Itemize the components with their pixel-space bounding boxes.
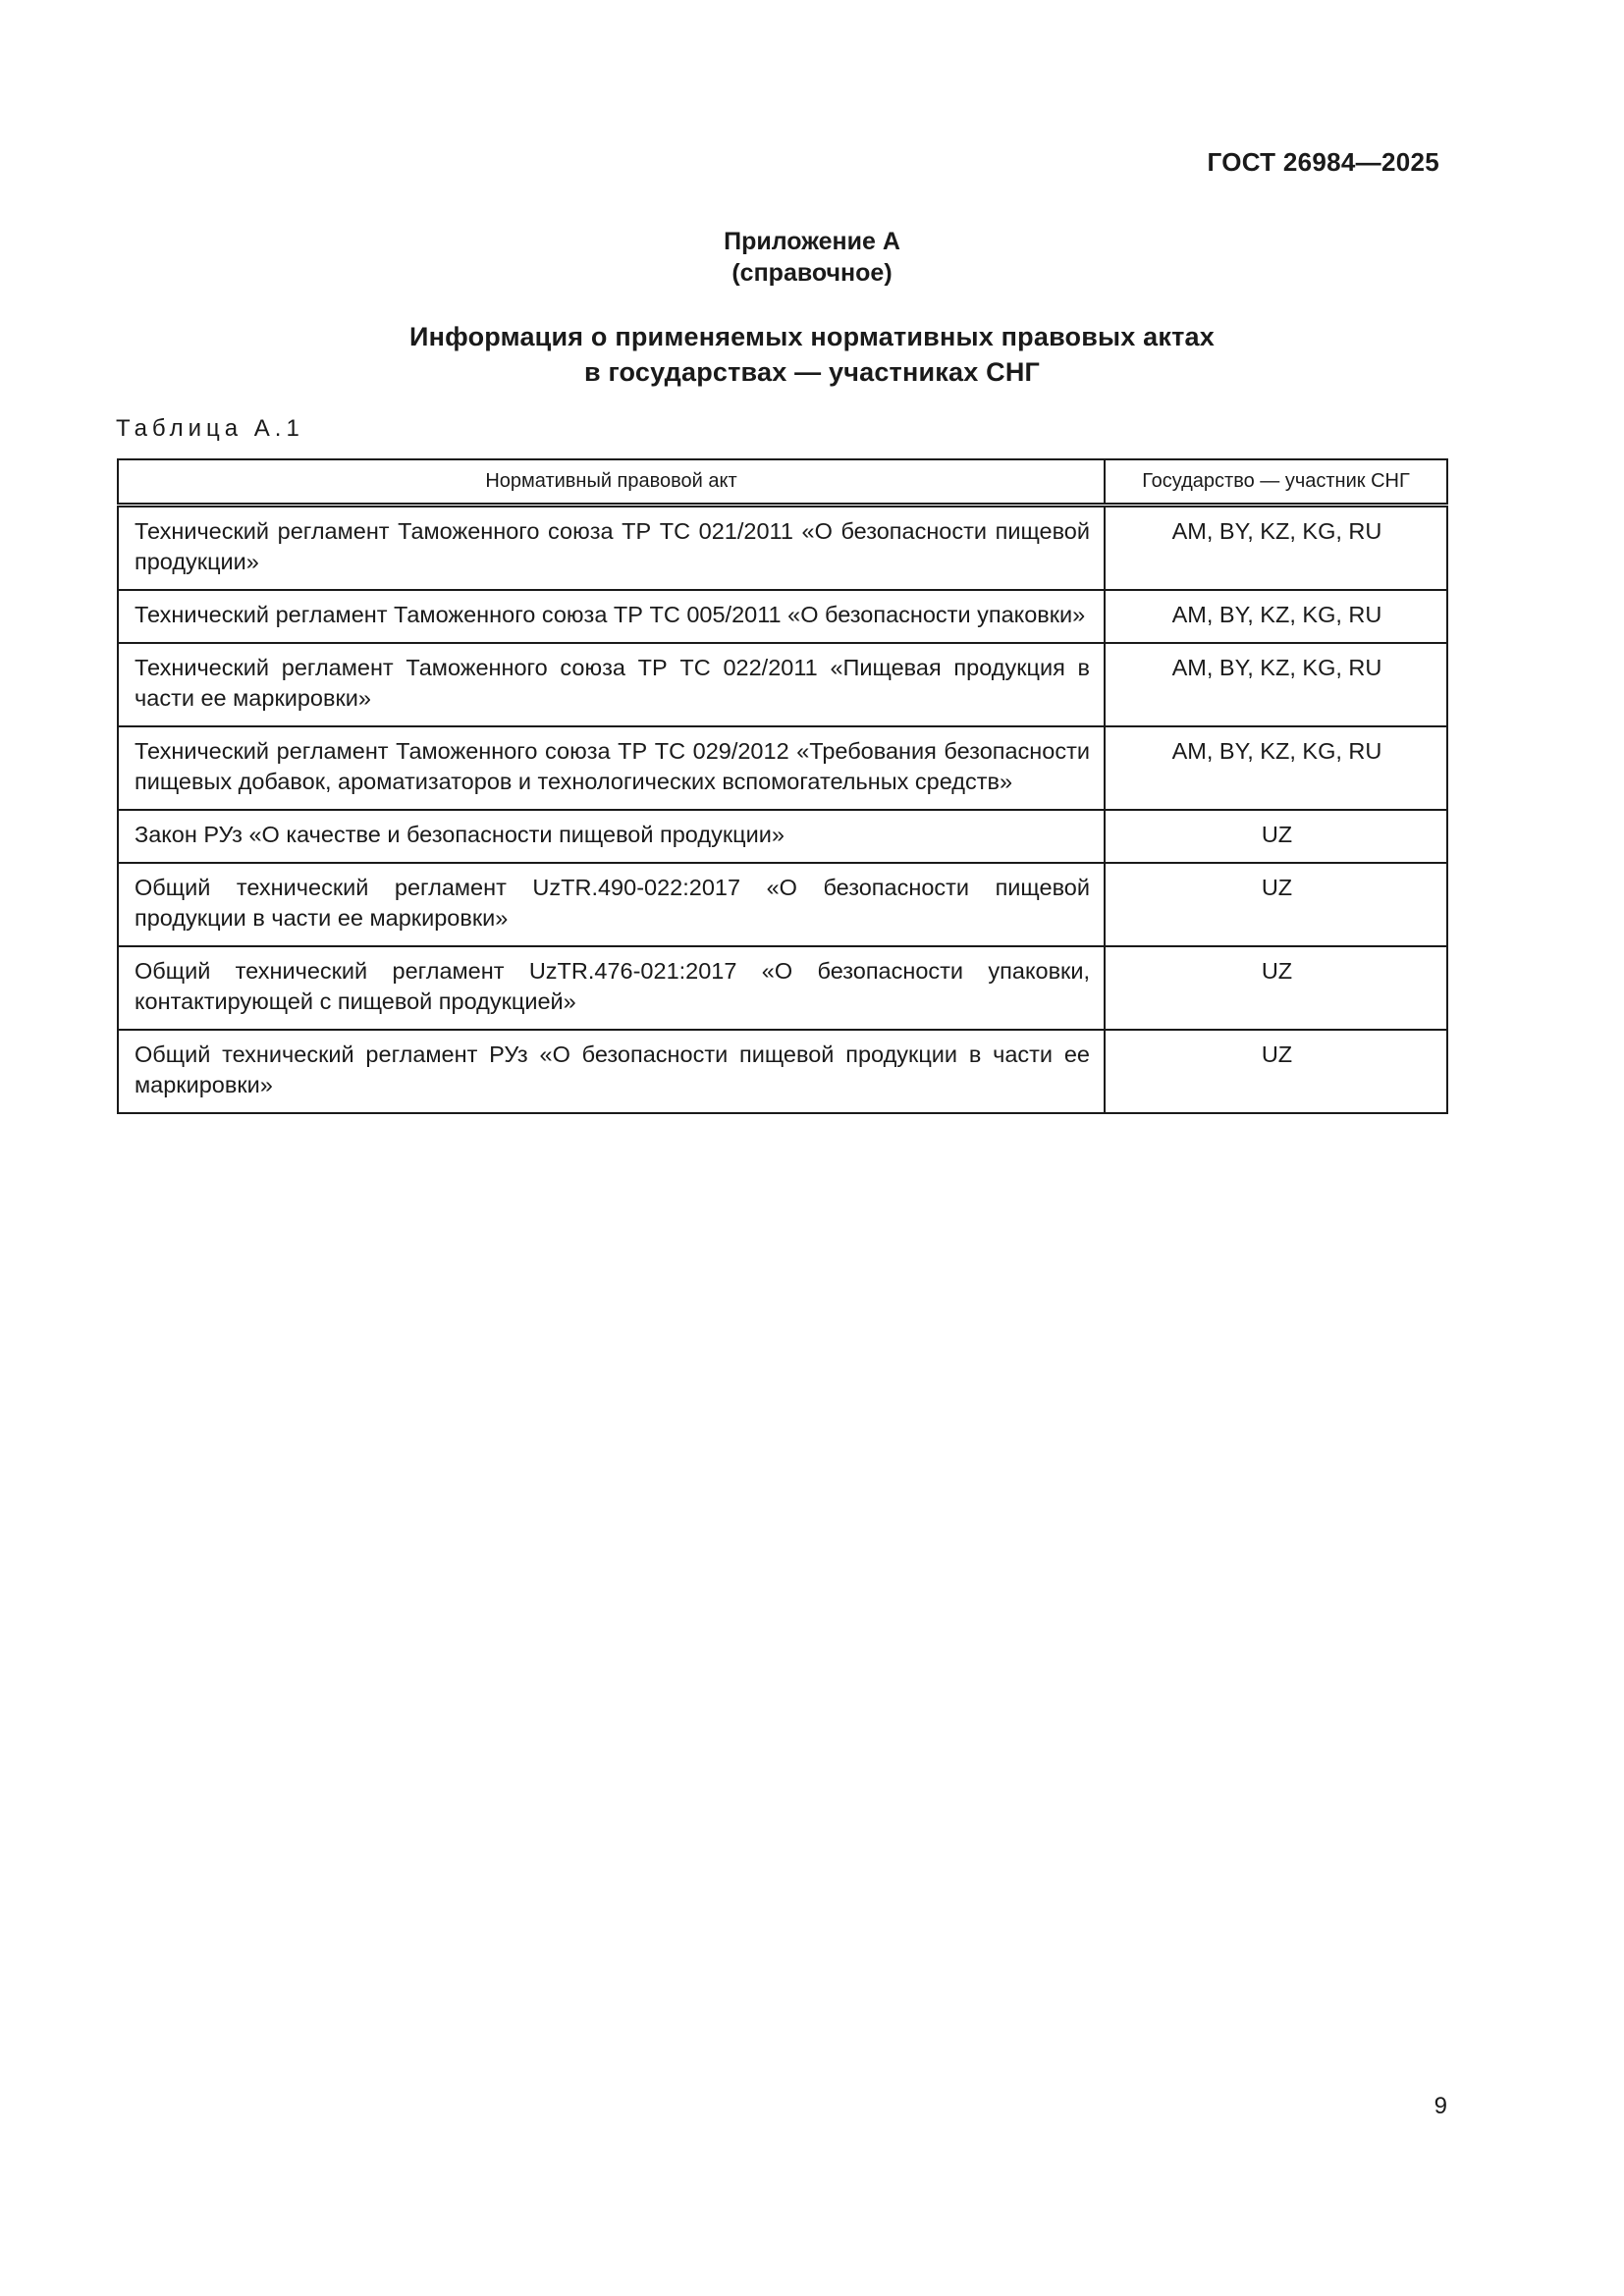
act-cell: Общий технический регламент UzTR.476-021:2017 «О безопасности упаковки, контактирующей с пищевой продукцией» [118,946,1105,1030]
act-cell: Технический регламент Таможенного союза ТР ТС 029/2012 «Требования безопасности пищевых добавок, ароматизаторов и технологических вспомогательных средств» [118,726,1105,810]
standard-code: ГОСТ 26984—2025 [1207,147,1439,177]
table-row [118,590,1447,643]
state-cell: UZ [1105,1030,1447,1113]
appendix-subtitle: (справочное) [731,259,893,287]
act-cell: Общий технический регламент РУз «О безопасности пищевой продукции в части ее маркировки» [118,1030,1105,1113]
section-heading [0,319,1624,390]
table-header-row [118,459,1447,505]
state-cell: UZ [1105,810,1447,863]
state-cell: AM, BY, KZ, KG, RU [1105,505,1447,590]
table-row [118,863,1447,946]
column-header-state: Государство — участник СНГ [1105,459,1447,505]
state-cell: UZ [1105,946,1447,1030]
state-cell: AM, BY, KZ, KG, RU [1105,643,1447,726]
state-cell: UZ [1105,863,1447,946]
act-cell: Закон РУз «О качестве и безопасности пищевой продукции» [118,810,1105,863]
table-row [118,1030,1447,1113]
table-row [118,505,1447,590]
table-row [118,946,1447,1030]
page-number: 9 [1434,2093,1447,2119]
heading-line-2: в государствах — участниках СНГ [583,357,1041,387]
act-cell: Общий технический регламент UzTR.490-022:2017 «О безопасности пищевой продукции в части ее маркировки» [118,863,1105,946]
regulations-table [117,458,1448,1114]
appendix-block [0,226,1624,289]
column-header-act: Нормативный правовой акт [118,459,1105,505]
table-row [118,726,1447,810]
state-cell: AM, BY, KZ, KG, RU [1105,726,1447,810]
state-cell: AM, BY, KZ, KG, RU [1105,590,1447,643]
act-cell: Технический регламент Таможенного союза ТР ТС 021/2011 «О безопасности пищевой продукции» [118,505,1105,590]
heading-line-1: Информация о применяемых нормативных правовых актах [409,322,1215,351]
act-cell: Технический регламент Таможенного союза ТР ТС 005/2011 «О безопасности упаковки» [118,590,1105,643]
table-row [118,643,1447,726]
appendix-title: Приложение А [724,228,900,255]
table-caption: Таблица А.1 [116,415,304,442]
act-cell: Технический регламент Таможенного союза ТР ТС 022/2011 «Пищевая продукция в части ее маркировки» [118,643,1105,726]
table-row [118,810,1447,863]
